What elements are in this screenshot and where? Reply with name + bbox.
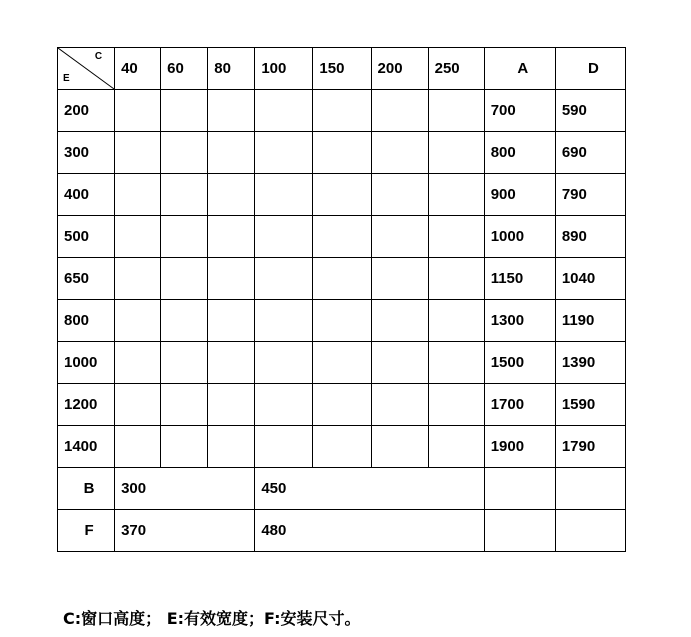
row-e-value: 200 <box>58 90 115 132</box>
empty-cell <box>208 132 255 174</box>
empty-cell <box>313 384 371 426</box>
empty-cell <box>484 468 555 510</box>
b-label: B <box>58 468 115 510</box>
empty-cell <box>115 258 161 300</box>
f-value-2: 480 <box>255 510 484 552</box>
empty-cell <box>428 342 484 384</box>
empty-cell <box>208 342 255 384</box>
table-row <box>58 216 626 258</box>
empty-cell <box>161 384 208 426</box>
header-d: D <box>555 48 625 90</box>
row-d-value: 590 <box>555 90 625 132</box>
empty-cell <box>255 426 313 468</box>
header-c-value: 40 <box>115 48 161 90</box>
row-d-value: 790 <box>555 174 625 216</box>
empty-cell <box>428 300 484 342</box>
table-row <box>58 426 626 468</box>
footnote: C:窗口高度； E:有效宽度；F:安装尺寸。 <box>63 609 361 628</box>
table-row <box>58 384 626 426</box>
empty-cell <box>115 300 161 342</box>
row-a-value: 900 <box>484 174 555 216</box>
row-e-value: 650 <box>58 258 115 300</box>
empty-cell <box>313 258 371 300</box>
table-row <box>58 174 626 216</box>
empty-cell <box>484 510 555 552</box>
row-e-value: 300 <box>58 132 115 174</box>
row-a-value: 700 <box>484 90 555 132</box>
empty-cell <box>428 216 484 258</box>
empty-cell <box>371 258 428 300</box>
row-d-value: 690 <box>555 132 625 174</box>
empty-cell <box>555 468 625 510</box>
empty-cell <box>115 342 161 384</box>
header-c-value: 150 <box>313 48 371 90</box>
corner-label-e: E <box>63 73 70 84</box>
empty-cell <box>255 174 313 216</box>
empty-cell <box>255 90 313 132</box>
b-value-1: 300 <box>115 468 255 510</box>
empty-cell <box>371 174 428 216</box>
empty-cell <box>161 174 208 216</box>
empty-cell <box>428 258 484 300</box>
empty-cell <box>371 90 428 132</box>
empty-cell <box>255 132 313 174</box>
header-c-value: 250 <box>428 48 484 90</box>
empty-cell <box>428 426 484 468</box>
row-d-value: 1190 <box>555 300 625 342</box>
empty-cell <box>115 132 161 174</box>
f-label: F <box>58 510 115 552</box>
empty-cell <box>208 384 255 426</box>
empty-cell <box>161 90 208 132</box>
empty-cell <box>313 426 371 468</box>
row-e-value: 400 <box>58 174 115 216</box>
empty-cell <box>208 90 255 132</box>
row-a-value: 1700 <box>484 384 555 426</box>
empty-cell <box>428 132 484 174</box>
empty-cell <box>255 384 313 426</box>
empty-cell <box>313 216 371 258</box>
empty-cell <box>161 300 208 342</box>
empty-cell <box>115 216 161 258</box>
row-a-value: 1300 <box>484 300 555 342</box>
table-row <box>58 132 626 174</box>
row-e-value: 1400 <box>58 426 115 468</box>
empty-cell <box>161 426 208 468</box>
row-a-value: 1500 <box>484 342 555 384</box>
row-e-value: 800 <box>58 300 115 342</box>
row-d-value: 1040 <box>555 258 625 300</box>
empty-cell <box>428 90 484 132</box>
empty-cell <box>371 426 428 468</box>
f-row <box>58 510 626 552</box>
empty-cell <box>371 132 428 174</box>
empty-cell <box>115 384 161 426</box>
row-a-value: 1900 <box>484 426 555 468</box>
empty-cell <box>313 132 371 174</box>
corner-label-c: C <box>94 51 103 62</box>
row-a-value: 1000 <box>484 216 555 258</box>
empty-cell <box>255 258 313 300</box>
empty-cell <box>115 426 161 468</box>
empty-cell <box>208 216 255 258</box>
empty-cell <box>555 510 625 552</box>
row-e-value: 1200 <box>58 384 115 426</box>
empty-cell <box>428 174 484 216</box>
empty-cell <box>313 174 371 216</box>
header-c-value: 60 <box>161 48 208 90</box>
empty-cell <box>161 342 208 384</box>
row-d-value: 1590 <box>555 384 625 426</box>
empty-cell <box>115 174 161 216</box>
empty-cell <box>313 300 371 342</box>
empty-cell <box>161 132 208 174</box>
empty-cell <box>428 384 484 426</box>
row-d-value: 1790 <box>555 426 625 468</box>
empty-cell <box>255 216 313 258</box>
spec-table <box>57 47 626 552</box>
b-value-2: 450 <box>255 468 484 510</box>
empty-cell <box>371 384 428 426</box>
empty-cell <box>161 216 208 258</box>
empty-cell <box>371 342 428 384</box>
row-a-value: 800 <box>484 132 555 174</box>
row-e-value: 500 <box>58 216 115 258</box>
table-row <box>58 300 626 342</box>
empty-cell <box>208 174 255 216</box>
empty-cell <box>115 90 161 132</box>
empty-cell <box>371 216 428 258</box>
b-row <box>58 468 626 510</box>
header-c-value: 80 <box>208 48 255 90</box>
table-row <box>58 258 626 300</box>
row-a-value: 1150 <box>484 258 555 300</box>
header-c-value: 200 <box>371 48 428 90</box>
header-row <box>58 48 626 90</box>
corner-cell <box>58 48 115 90</box>
empty-cell <box>313 342 371 384</box>
table-row <box>58 342 626 384</box>
empty-cell <box>313 90 371 132</box>
header-c-value: 100 <box>255 48 313 90</box>
header-a: A <box>484 48 555 90</box>
row-d-value: 1390 <box>555 342 625 384</box>
f-value-1: 370 <box>115 510 255 552</box>
row-e-value: 1000 <box>58 342 115 384</box>
empty-cell <box>161 258 208 300</box>
empty-cell <box>208 426 255 468</box>
empty-cell <box>255 342 313 384</box>
empty-cell <box>371 300 428 342</box>
empty-cell <box>208 300 255 342</box>
empty-cell <box>208 258 255 300</box>
row-d-value: 890 <box>555 216 625 258</box>
empty-cell <box>255 300 313 342</box>
table-row <box>58 90 626 132</box>
